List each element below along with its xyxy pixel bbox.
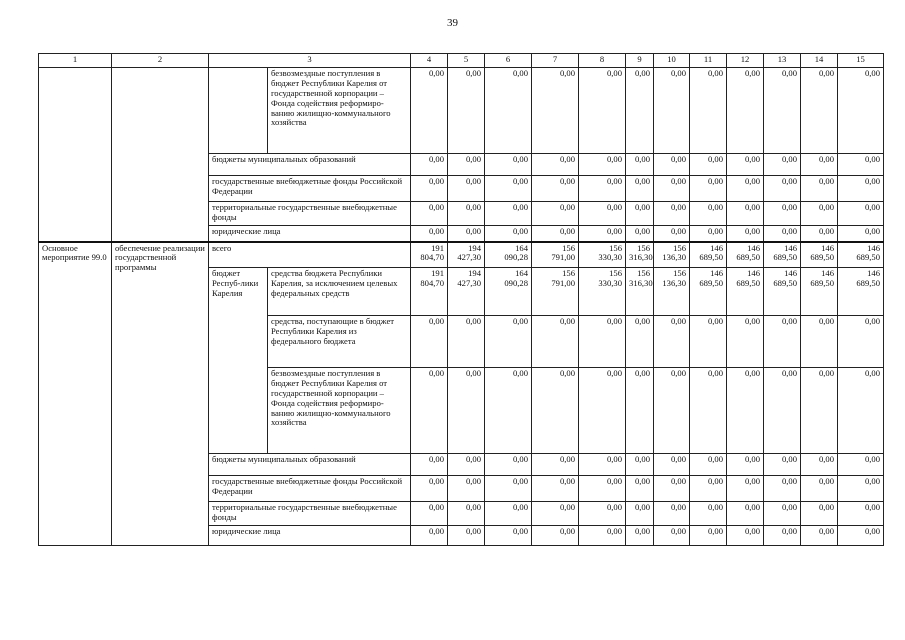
value-cell: 0,00 — [690, 68, 727, 154]
value-cell: 0,00 — [485, 226, 532, 242]
row-label: безвозмездные поступления в бюджет Республики Карелия от государственной корпорации – Фонда содействия реформиро-ванию жилищно-коммунального хозяйства — [268, 68, 411, 154]
value-cell: 0,00 — [532, 202, 579, 226]
value-cell: 0,00 — [448, 154, 485, 176]
value-cell: 0,00 — [764, 226, 801, 242]
value-cell: 0,00 — [764, 154, 801, 176]
value-cell: 156 316,30 — [626, 268, 654, 316]
value-cell: 146 689,50 — [801, 268, 838, 316]
value-cell: 0,00 — [690, 454, 727, 476]
value-cell: 0,00 — [448, 176, 485, 202]
row-label: государственные внебюджетные фонды Российской Федерации — [209, 176, 411, 202]
value-cell: 0,00 — [727, 454, 764, 476]
value-cell: 0,00 — [801, 526, 838, 546]
header-cell: 14 — [801, 54, 838, 68]
row-label: средства бюджета Республики Карелия, за исключением целевых федеральных средств — [268, 268, 411, 316]
header-cell: 15 — [838, 54, 884, 68]
value-cell: 0,00 — [448, 202, 485, 226]
col3a-cell — [209, 68, 268, 154]
value-cell: 0,00 — [690, 226, 727, 242]
value-cell: 0,00 — [485, 154, 532, 176]
value-cell: 0,00 — [626, 202, 654, 226]
value-cell: 0,00 — [626, 316, 654, 368]
value-cell: 0,00 — [411, 154, 448, 176]
value-cell: 0,00 — [485, 476, 532, 502]
value-cell: 0,00 — [626, 176, 654, 202]
value-cell: 0,00 — [485, 454, 532, 476]
value-cell: 0,00 — [485, 68, 532, 154]
value-cell: 0,00 — [764, 368, 801, 454]
value-cell: 0,00 — [764, 176, 801, 202]
activity-name-cell: Основное мероприятие 99.0 — [39, 242, 112, 546]
value-cell: 0,00 — [532, 154, 579, 176]
value-cell: 0,00 — [838, 176, 884, 202]
header-row — [39, 54, 884, 68]
value-cell: 191 804,70 — [411, 242, 448, 268]
value-cell: 0,00 — [690, 202, 727, 226]
value-cell: 0,00 — [532, 176, 579, 202]
value-cell: 0,00 — [838, 526, 884, 546]
value-cell: 0,00 — [727, 476, 764, 502]
row-label: юридические лица — [209, 526, 411, 546]
value-cell: 0,00 — [801, 316, 838, 368]
value-cell: 0,00 — [485, 176, 532, 202]
value-cell: 0,00 — [411, 368, 448, 454]
value-cell: 0,00 — [532, 226, 579, 242]
value-cell: 0,00 — [485, 316, 532, 368]
value-cell: 0,00 — [579, 454, 626, 476]
value-cell: 0,00 — [654, 176, 690, 202]
value-cell: 146 689,50 — [727, 268, 764, 316]
row-label: территориальные государственные внебюджетные фонды — [209, 202, 411, 226]
value-cell: 0,00 — [579, 68, 626, 154]
value-cell: 0,00 — [690, 368, 727, 454]
value-cell: 0,00 — [485, 202, 532, 226]
header-cell: 1 — [39, 54, 112, 68]
value-cell: 0,00 — [690, 154, 727, 176]
value-cell: 191 804,70 — [411, 268, 448, 316]
value-cell: 0,00 — [411, 226, 448, 242]
value-cell: 0,00 — [448, 68, 485, 154]
value-cell: 0,00 — [579, 476, 626, 502]
row-label: средства, поступающие в бюджет Республики Карелия из федерального бюджета — [268, 316, 411, 368]
budget-table — [38, 53, 884, 546]
value-cell: 0,00 — [801, 454, 838, 476]
value-cell: 156 791,00 — [532, 242, 579, 268]
activity-purpose-cell: обеспечение реализации государственной программы — [112, 242, 209, 546]
value-cell: 0,00 — [532, 68, 579, 154]
value-cell: 0,00 — [532, 316, 579, 368]
header-cell: 12 — [727, 54, 764, 68]
value-cell: 0,00 — [448, 454, 485, 476]
row-label: территориальные государственные внебюджетные фонды — [209, 502, 411, 526]
value-cell: 0,00 — [801, 202, 838, 226]
value-cell: 0,00 — [626, 526, 654, 546]
value-cell: 0,00 — [838, 476, 884, 502]
value-cell: 0,00 — [448, 476, 485, 502]
value-cell: 0,00 — [532, 476, 579, 502]
value-cell: 146 689,50 — [690, 268, 727, 316]
value-cell: 0,00 — [654, 454, 690, 476]
value-cell: 146 689,50 — [764, 242, 801, 268]
value-cell: 0,00 — [579, 368, 626, 454]
value-cell: 0,00 — [411, 476, 448, 502]
value-cell: 0,00 — [448, 502, 485, 526]
value-cell: 156 136,30 — [654, 242, 690, 268]
value-cell: 0,00 — [626, 154, 654, 176]
value-cell: 0,00 — [690, 526, 727, 546]
header-cell: 9 — [626, 54, 654, 68]
col2-cell — [112, 68, 209, 242]
value-cell: 0,00 — [690, 176, 727, 202]
value-cell: 0,00 — [764, 202, 801, 226]
value-cell: 0,00 — [654, 368, 690, 454]
value-cell: 0,00 — [764, 502, 801, 526]
value-cell: 0,00 — [532, 368, 579, 454]
value-cell: 194 427,30 — [448, 242, 485, 268]
header-cell: 2 — [112, 54, 209, 68]
value-cell: 146 689,50 — [727, 242, 764, 268]
value-cell: 0,00 — [579, 176, 626, 202]
value-cell: 146 689,50 — [764, 268, 801, 316]
row-label: государственные внебюджетные фонды Российской Федерации — [209, 476, 411, 502]
value-cell: 0,00 — [532, 502, 579, 526]
value-cell: 0,00 — [485, 368, 532, 454]
value-cell: 0,00 — [801, 68, 838, 154]
value-cell: 0,00 — [801, 476, 838, 502]
value-cell: 0,00 — [532, 526, 579, 546]
header-cell: 5 — [448, 54, 485, 68]
value-cell: 146 689,50 — [801, 242, 838, 268]
header-cell: 13 — [764, 54, 801, 68]
header-cell: 10 — [654, 54, 690, 68]
value-cell: 0,00 — [579, 316, 626, 368]
value-cell: 0,00 — [411, 202, 448, 226]
value-cell: 0,00 — [801, 154, 838, 176]
value-cell: 0,00 — [801, 368, 838, 454]
value-cell: 0,00 — [727, 502, 764, 526]
value-cell: 0,00 — [626, 454, 654, 476]
value-cell: 146 689,50 — [838, 268, 884, 316]
row-label: юридические лица — [209, 226, 411, 242]
value-cell: 164 090,28 — [485, 268, 532, 316]
value-cell: 0,00 — [727, 202, 764, 226]
value-cell: 0,00 — [579, 526, 626, 546]
value-cell: 0,00 — [448, 526, 485, 546]
value-cell: 0,00 — [801, 226, 838, 242]
col1-cell — [39, 68, 112, 242]
value-cell: 0,00 — [448, 316, 485, 368]
value-cell: 0,00 — [838, 316, 884, 368]
header-cell: 8 — [579, 54, 626, 68]
value-cell: 0,00 — [727, 526, 764, 546]
value-cell: 0,00 — [838, 502, 884, 526]
value-cell: 156 330,30 — [579, 268, 626, 316]
value-cell: 0,00 — [801, 502, 838, 526]
value-cell: 0,00 — [838, 68, 884, 154]
value-cell: 0,00 — [626, 226, 654, 242]
value-cell: 0,00 — [727, 154, 764, 176]
table-row — [39, 242, 884, 268]
row-label: бюджеты муниципальных образований — [209, 154, 411, 176]
value-cell: 156 316,30 — [626, 242, 654, 268]
value-cell: 0,00 — [485, 526, 532, 546]
value-cell: 0,00 — [838, 154, 884, 176]
value-cell: 0,00 — [448, 226, 485, 242]
value-cell: 0,00 — [448, 368, 485, 454]
header-cell: 7 — [532, 54, 579, 68]
value-cell: 0,00 — [654, 502, 690, 526]
value-cell: 164 090,28 — [485, 242, 532, 268]
value-cell: 0,00 — [654, 226, 690, 242]
value-cell: 0,00 — [690, 476, 727, 502]
value-cell: 0,00 — [579, 154, 626, 176]
row-label: безвозмездные поступления в бюджет Республики Карелия от государственной корпорации – Фонда содействия реформиро-ванию жилищно-коммунального хозяйства — [268, 368, 411, 454]
value-cell: 0,00 — [411, 316, 448, 368]
value-cell: 0,00 — [838, 226, 884, 242]
value-cell: 0,00 — [764, 316, 801, 368]
value-cell: 0,00 — [764, 68, 801, 154]
header-cell: 6 — [485, 54, 532, 68]
header-cell: 11 — [690, 54, 727, 68]
page-number: 39 — [447, 17, 458, 29]
budget-rk-cell: бюджет Респуб-лики Карелия — [209, 268, 268, 454]
value-cell: 0,00 — [654, 526, 690, 546]
value-cell: 0,00 — [838, 454, 884, 476]
value-cell: 0,00 — [727, 226, 764, 242]
value-cell: 0,00 — [764, 526, 801, 546]
header-cell: 4 — [411, 54, 448, 68]
value-cell: 0,00 — [411, 502, 448, 526]
value-cell: 0,00 — [727, 316, 764, 368]
value-cell: 0,00 — [654, 476, 690, 502]
value-cell: 0,00 — [626, 476, 654, 502]
value-cell: 0,00 — [690, 316, 727, 368]
value-cell: 0,00 — [579, 502, 626, 526]
value-cell: 0,00 — [654, 154, 690, 176]
value-cell: 0,00 — [727, 368, 764, 454]
value-cell: 0,00 — [654, 68, 690, 154]
value-cell: 0,00 — [838, 202, 884, 226]
value-cell: 0,00 — [626, 68, 654, 154]
value-cell: 0,00 — [411, 176, 448, 202]
value-cell: 156 136,30 — [654, 268, 690, 316]
value-cell: 156 791,00 — [532, 268, 579, 316]
value-cell: 0,00 — [801, 176, 838, 202]
value-cell: 0,00 — [411, 526, 448, 546]
value-cell: 0,00 — [764, 454, 801, 476]
value-cell: 0,00 — [626, 368, 654, 454]
value-cell: 194 427,30 — [448, 268, 485, 316]
value-cell: 156 330,30 — [579, 242, 626, 268]
value-cell: 0,00 — [654, 202, 690, 226]
value-cell: 0,00 — [626, 502, 654, 526]
value-cell: 0,00 — [532, 454, 579, 476]
value-cell: 0,00 — [485, 502, 532, 526]
value-cell: 0,00 — [838, 368, 884, 454]
value-cell: 0,00 — [727, 68, 764, 154]
value-cell: 0,00 — [654, 316, 690, 368]
value-cell: 0,00 — [411, 454, 448, 476]
value-cell: 0,00 — [411, 68, 448, 154]
value-cell: 0,00 — [764, 476, 801, 502]
row-label: всего — [209, 242, 411, 268]
value-cell: 0,00 — [579, 226, 626, 242]
value-cell: 146 689,50 — [690, 242, 727, 268]
value-cell: 146 689,50 — [838, 242, 884, 268]
header-cell: 3 — [209, 54, 411, 68]
value-cell: 0,00 — [690, 502, 727, 526]
table-row — [39, 68, 884, 154]
row-label: бюджеты муниципальных образований — [209, 454, 411, 476]
value-cell: 0,00 — [579, 202, 626, 226]
value-cell: 0,00 — [727, 176, 764, 202]
